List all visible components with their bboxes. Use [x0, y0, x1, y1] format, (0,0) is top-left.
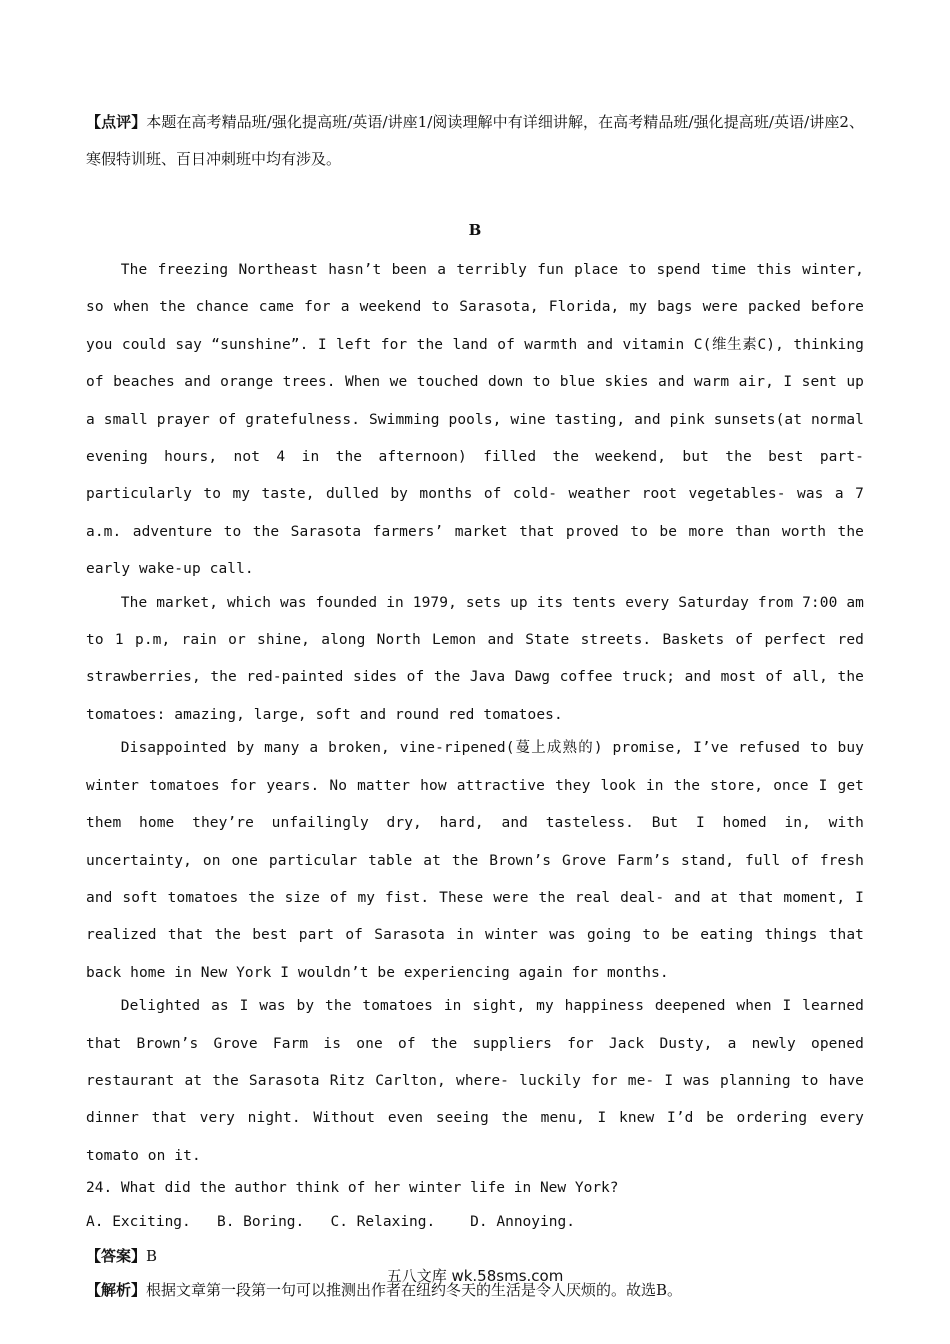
paragraph-1: The freezing Northeast hasn’t been a terribly fun place to spend time this winter, so when the chance came for a weekend to Sarasota, Florida, my bags were packed before you could say “sunshine”. I left for the land of warmth and vitamin C(维生素C), thinking of beaches and orange trees. When we touched down to blue skies and warm air, I sent up a small prayer of gratefulness. Swimming pools, wine tasting, and pink sunsets(at normal evening hours, not 4 in the afternoon) filled the weekend, but the best part- particularly to my taste, dulled by months of cold- weather root vegetables- was a 7 a.m. adventure to the Sarasota farmers’ market that proved to be more than worth the early wake-up call. — [86, 262, 864, 578]
comment-text: 本题在高考精品班/强化提高班/英语/讲座1/阅读理解中有详细讲解，在高考精品班/强化提高班/英语/讲座2、寒假特训班、百日冲刺班中均有涉及。 — [86, 113, 864, 168]
comment-block — [86, 104, 864, 178]
answer-text: B — [146, 1247, 158, 1266]
analysis-text: 根据文章第一段第一句可以推测出作者在纽约冬天的生活是令人厌烦的。故选B。 — [146, 1281, 683, 1300]
option-b: B. Boring. — [216, 1214, 305, 1231]
paragraph-4: Delighted as I was by the tomatoes in sight, my happiness deepened when I learned that Brown’s Grove Farm is one of the suppliers for Jack Dusty, a newly opened restaurant at the Sarasota Ritz Carlton, where- luckily for me- I was planning to have dinner that very night. Without even seeing the menu, I knew I’d be ordering every tomato on it. — [86, 998, 864, 1164]
comment-tag: 【点评】 — [86, 113, 147, 131]
question-24: 24. What did the author think of her winter life in New York? — [86, 1180, 619, 1197]
answer-tag: 【答案】 — [86, 1247, 147, 1266]
page-footer: 五八文库 wk.58sms.com — [386, 1267, 564, 1285]
option-a: A. Exciting. — [86, 1214, 191, 1231]
paragraph-2: The market, which was founded in 1979, sets up its tents every Saturday from 7:00 am to 1 p.m, rain or shine, along North Lemon and State streets. Baskets of perfect red strawberries, the red-painted sides of the Java Dawg coffee truck; and most of all, the tomatoes: amazing, large, soft and round red tomatoes. — [86, 594, 864, 723]
document-page — [86, 104, 864, 1307]
option-d: D. Annoying. — [470, 1214, 575, 1231]
question-options — [86, 1205, 864, 1239]
paragraph-3: Disappointed by many a broken, vine-ripened(蔓上成熟的) promise, I’ve refused to buy winter tomatoes for years. No matter how attractive they look in the store, once I get them home they’re unfailingly dry, hard, and tasteless. But I homed in, with uncertainty, on one particular table at the Brown’s Grove Farm’s stand, full of fresh and soft tomatoes the size of my fist. These were the real deal- and at that moment, I realized that the best part of Sarasota in winter was going to be eating things that back home in New York I wouldn’t be experiencing again for months. — [86, 740, 864, 981]
section-heading: B — [468, 221, 482, 239]
analysis-tag: 【解析】 — [86, 1281, 147, 1300]
option-c: C. Relaxing. — [330, 1214, 436, 1231]
